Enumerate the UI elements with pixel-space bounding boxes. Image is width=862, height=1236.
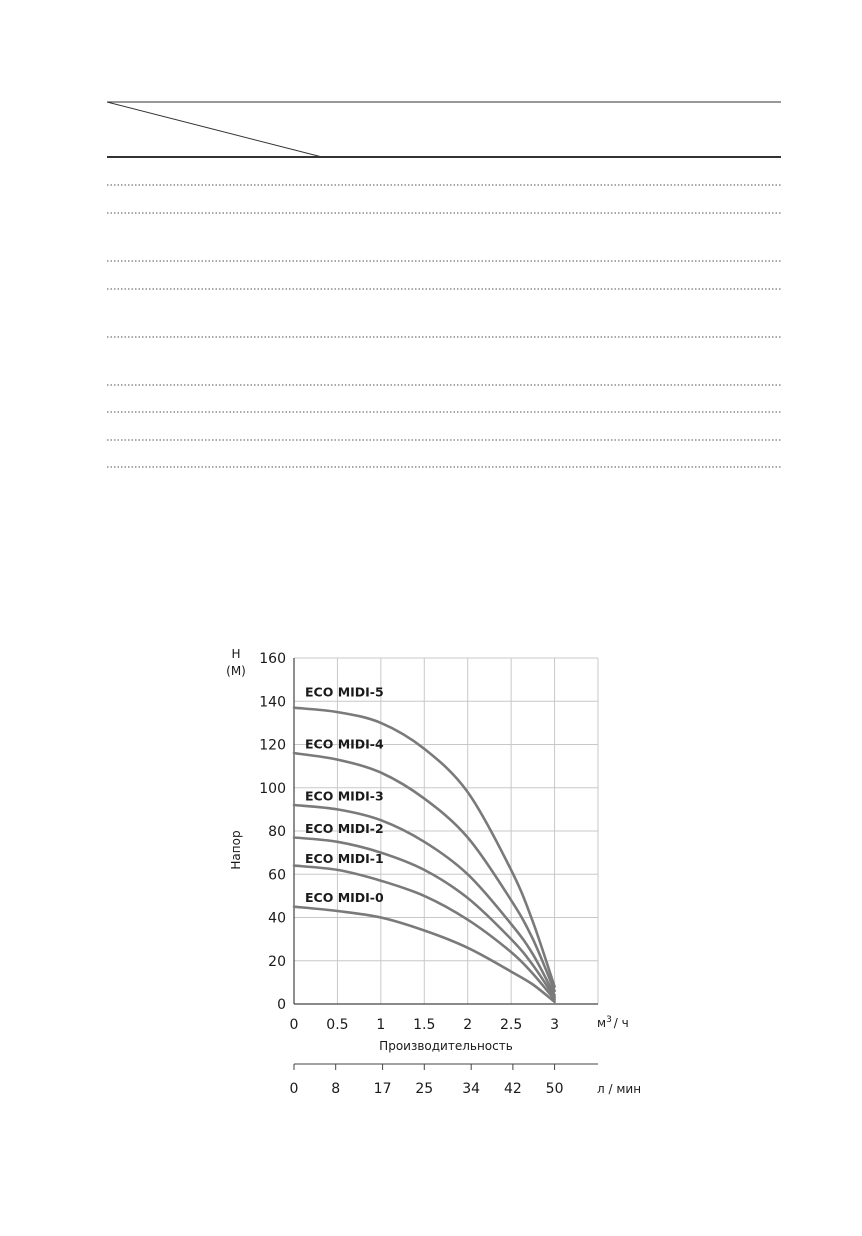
x2-tick-label: 34 [462, 1081, 481, 1097]
y-tick-label: 40 [268, 910, 286, 927]
y-tick-label: 100 [259, 780, 286, 797]
secondary-x-axis [290, 1064, 598, 1097]
y-tick-label: 60 [268, 867, 286, 884]
x2-tick-label: 42 [503, 1081, 522, 1097]
x2-tick-label: 0 [289, 1081, 299, 1097]
x-tick-label: 2.5 [500, 1017, 523, 1033]
series-label: ECO MIDI-3 [305, 788, 384, 804]
x2-tick-label: 25 [415, 1081, 434, 1097]
y-tick-label: 140 [259, 694, 286, 711]
y-tick-label: 80 [268, 824, 286, 840]
y-unit-label: Н [231, 647, 241, 661]
y-axis-ticks [259, 651, 286, 1013]
y-tick-label: 160 [259, 651, 286, 667]
series-label: ECO MIDI-1 [305, 851, 384, 867]
x-unit-suffix: / ч [613, 1016, 629, 1030]
x-tick-label: 1 [376, 1017, 386, 1033]
x-tick-label: 0 [289, 1017, 299, 1033]
y-tick-label: 0 [277, 997, 286, 1013]
y-axis-title: Напор [229, 830, 243, 870]
series-label: ECO MIDI-0 [305, 890, 384, 906]
x-tick-label: 1.5 [413, 1017, 436, 1033]
x-tick-label: 3 [550, 1017, 560, 1033]
series-label: ECO MIDI-2 [305, 820, 384, 836]
x-axis-title: Производительность [379, 1039, 513, 1053]
y-unit-label-2: (М) [226, 664, 246, 678]
x-unit-prefix: м [597, 1016, 607, 1030]
series-label: ECO MIDI-5 [305, 684, 384, 700]
x-unit-label [597, 1015, 629, 1030]
x2-tick-label: 17 [373, 1081, 392, 1097]
x2-tick-label: 8 [331, 1081, 341, 1097]
y-tick-label: 120 [259, 737, 286, 754]
y-tick-label: 20 [268, 953, 286, 970]
x-tick-label: 2 [463, 1017, 473, 1033]
x-tick-label: 0.5 [326, 1017, 349, 1033]
x-axis-ticks [290, 1017, 559, 1033]
x2-tick-label: 50 [545, 1081, 564, 1097]
series-label: ECO MIDI-4 [305, 736, 384, 752]
x-unit-superscript: 3 [606, 1015, 612, 1025]
x2-unit-label: л / мин [597, 1082, 642, 1096]
